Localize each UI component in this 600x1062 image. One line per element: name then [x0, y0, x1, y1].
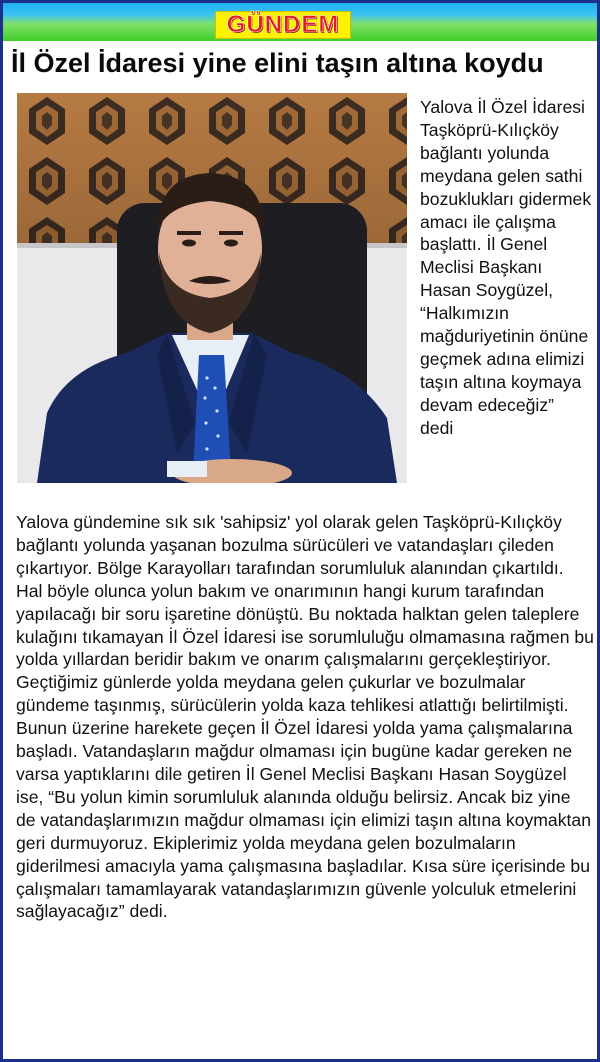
portrait-illustration [17, 93, 407, 483]
article-headline: İl Özel İdaresi yine elini taşın altına koydu [11, 48, 544, 78]
section-label: GÜNDEM [226, 11, 340, 38]
article-body: Yalova gündemine sık sık 'sahipsiz' yol olarak gelen Taşköprü-Kılıçköy bağlantı yolunda yaşanan bozulma sürücüleri ve vatandaşları çileden çıkartıyor. Bölge Karayolları tarafından sorumluluk alanından çıkartıldı. Hal böyle olunca yolun bakım ve onarımının hangi kurum tarafından yapılacağı bir soru işaretine dönüştü. Bu noktada halktan gelen taleplere kulağını tıkamayan İl Özel İdaresi ise sorumluluğu olmamasına rağmen bu yolda yıllardan beridir bakım ve onarım çalışmalarını gerçekleştiriyor. Geçtiğimiz günlerde yolda meydana gelen çukurlar ve bozulmalar gündeme taşınmış, sürücülerin yolda kaza tehlikesi atlattığı belirtilmişti. Bunun üzerine harekete geçen İl Özel İdaresi yolda yama çalışmalarına başladı. Vatandaşların mağdur olmaması için bugüne kadar gereken ne varsa yaptıklarını dile getiren İl Genel Meclisi Başkanı Hasan Soygüzel ise, “Bu yolun kimin sorumluluk alanında olduğu belirsiz. Ancak biz yine de vatandaşlarımızın mağdur olmaması için elimizi taşın altına koymaktan geri durmuyoruz. Ekiplerimiz yolda meydana gelen bozulmaların giderilmesi amacıyla yama çalışmasına başladılar. Kısa süre içerisinde bu çalışmaları tamamlayarak vatandaşlarımızın güvenle yolculuk etmelerini sağlayacağız” dedi. [16, 512, 594, 922]
section-label-box [215, 11, 351, 39]
article-lead: Yalova İl Özel İdaresi Taşköprü-Kılıçköy bağlantı yolunda meydana gelen sathi bozuklukları gidermek amacı ile çalışma başlattı. İl Genel Meclisi Başkanı Hasan Soygüzel, “Halkımızın mağduriyetinin önüne geçmek adına elimizi taşın altına koymaya devam edeceğiz” dedi [420, 97, 592, 438]
portrait-photo [17, 93, 407, 483]
